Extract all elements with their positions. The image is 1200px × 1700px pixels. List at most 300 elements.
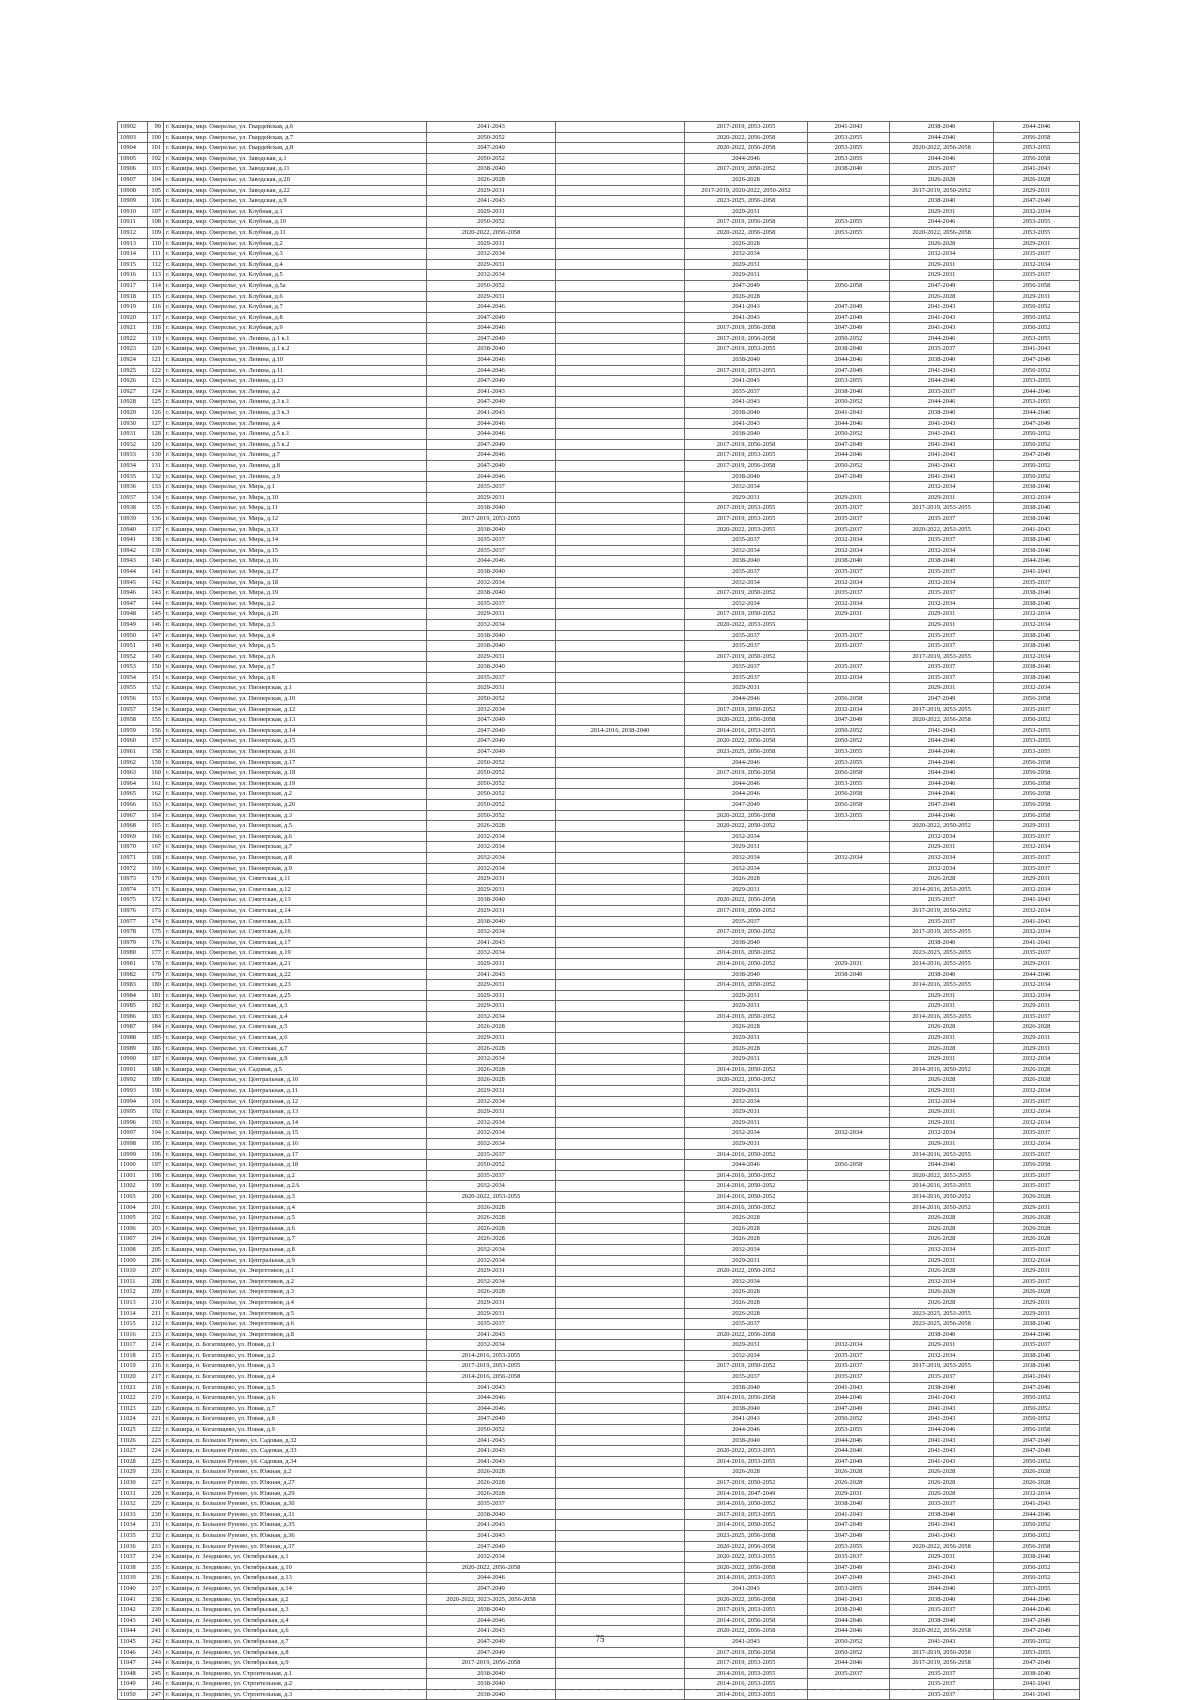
period-5-cell: 2044-2046 [890, 376, 994, 387]
address-cell: г. Кашира, п. Большое Руново, ул. Южная, д.2 [164, 1467, 427, 1478]
period-6-cell: 2041-2043 [994, 344, 1080, 355]
address-cell: г. Кашира, мкр. Ожерелье, ул. Ленина, д.1 к.2 [164, 344, 427, 355]
period-5-cell: 2041-2043 [890, 302, 994, 313]
address-cell: г. Кашира, мкр. Ожерелье, ул. Мира, д.19 [164, 588, 427, 599]
period-3-cell: 2023-2025, 2056-2058 [685, 747, 808, 758]
table-row [118, 1086, 1080, 1097]
table-row [118, 450, 1080, 461]
row-number-cell: 127 [148, 418, 164, 429]
row-id-cell: 11018 [118, 1350, 148, 1361]
row-number-cell: 219 [148, 1393, 164, 1404]
row-number-cell: 216 [148, 1361, 164, 1372]
row-number-cell: 167 [148, 842, 164, 853]
period-4-cell: 2038-2040 [808, 344, 890, 355]
period-2-cell [556, 1011, 685, 1022]
period-6-cell: 2056-2058 [994, 789, 1080, 800]
address-cell: г. Кашира, мкр. Ожерелье, ул. Пионерская, д.3 [164, 810, 427, 821]
period-4-cell: 2050-2052 [808, 397, 890, 408]
period-3-cell: 2029-2031 [685, 1054, 808, 1065]
row-id-cell: 10962 [118, 757, 148, 768]
period-4-cell: 2035-2037 [808, 1668, 890, 1679]
row-number-cell: 155 [148, 715, 164, 726]
row-id-cell: 11032 [118, 1499, 148, 1510]
period-1-cell: 2050-2052 [427, 768, 556, 779]
row-id-cell: 10958 [118, 715, 148, 726]
period-1-cell: 2050-2052 [427, 1425, 556, 1436]
table-row [118, 1382, 1080, 1393]
row-number-cell: 243 [148, 1647, 164, 1658]
period-6-cell: 2032-2034 [994, 980, 1080, 991]
period-2-cell [556, 1679, 685, 1690]
period-2-cell [556, 927, 685, 938]
period-3-cell: 2017-2019, 2053-2055 [685, 513, 808, 524]
row-id-cell: 10985 [118, 1001, 148, 1012]
address-cell: г. Кашира, п. Богатищево, ул. Новая, д.2 [164, 1350, 427, 1361]
period-1-cell: 2041-2043 [427, 386, 556, 397]
period-5-cell: 2041-2043 [890, 418, 994, 429]
row-number-cell: 186 [148, 1043, 164, 1054]
row-id-cell: 10924 [118, 355, 148, 366]
row-id-cell: 11046 [118, 1647, 148, 1658]
period-4-cell: 2044-2046 [808, 1615, 890, 1626]
address-cell: г. Кашира, п. Зендиково, ул. Октябрьская, д.3 [164, 1605, 427, 1616]
period-1-cell: 2038-2040 [427, 630, 556, 641]
table-body [118, 122, 1080, 1700]
row-id-cell: 10949 [118, 619, 148, 630]
table-row [118, 376, 1080, 387]
table-row [118, 122, 1080, 133]
period-4-cell [808, 937, 890, 948]
period-1-cell: 2044-2046 [427, 355, 556, 366]
period-6-cell: 2026-2028 [994, 1234, 1080, 1245]
table-row [118, 630, 1080, 641]
period-4-cell: 2050-2052 [808, 736, 890, 747]
period-4-cell: 2053-2055 [808, 376, 890, 387]
period-1-cell: 2032-2034 [427, 1011, 556, 1022]
row-number-cell: 124 [148, 386, 164, 397]
period-5-cell: 2035-2037 [890, 672, 994, 683]
row-number-cell: 242 [148, 1636, 164, 1647]
period-3-cell: 2038-2040 [685, 355, 808, 366]
row-id-cell: 11043 [118, 1615, 148, 1626]
address-cell: г. Кашира, мкр. Ожерелье, ул. Мира, д.13 [164, 524, 427, 535]
period-4-cell [808, 990, 890, 1001]
period-5-cell: 2032-2034 [890, 577, 994, 588]
period-6-cell: 2035-2037 [994, 1011, 1080, 1022]
period-4-cell: 2044-2046 [808, 1658, 890, 1669]
period-3-cell: 2038-2040 [685, 937, 808, 948]
row-id-cell: 11007 [118, 1234, 148, 1245]
period-6-cell: 2038-2040 [994, 672, 1080, 683]
row-id-cell: 11040 [118, 1583, 148, 1594]
period-2-cell [556, 1244, 685, 1255]
period-6-cell: 2050-2052 [994, 1403, 1080, 1414]
period-5-cell: 2041-2043 [890, 1435, 994, 1446]
period-4-cell: 2047-2049 [808, 323, 890, 334]
period-6-cell: 2050-2052 [994, 1530, 1080, 1541]
table-row [118, 1350, 1080, 1361]
period-1-cell: 2047-2049 [427, 736, 556, 747]
row-number-cell: 245 [148, 1668, 164, 1679]
period-4-cell: 2047-2049 [808, 302, 890, 313]
address-cell: г. Кашира, п. Зендиково, ул. Октябрьская, д.14 [164, 1583, 427, 1594]
period-1-cell: 2047-2049 [427, 1636, 556, 1647]
period-5-cell: 2035-2037 [890, 588, 994, 599]
period-5-cell: 2038-2040 [890, 969, 994, 980]
row-id-cell: 11023 [118, 1403, 148, 1414]
address-cell: г. Кашира, мкр. Ожерелье, ул. Мира, д.7 [164, 662, 427, 673]
row-id-cell: 10980 [118, 948, 148, 959]
row-number-cell: 161 [148, 778, 164, 789]
period-4-cell [808, 895, 890, 906]
address-cell: г. Кашира, мкр. Ожерелье, ул. Пионерская, д.16 [164, 747, 427, 758]
period-4-cell: 2038-2040 [808, 969, 890, 980]
table-row [118, 344, 1080, 355]
address-cell: г. Кашира, п. Зендиково, ул. Октябрьская, д.7 [164, 1636, 427, 1647]
period-4-cell: 2038-2040 [808, 386, 890, 397]
period-5-cell: 2029-2031 [890, 609, 994, 620]
period-3-cell: 2020-2022, 2056-2058 [685, 132, 808, 143]
period-1-cell: 2047-2049 [427, 312, 556, 323]
period-2-cell [556, 1414, 685, 1425]
row-number-cell: 201 [148, 1202, 164, 1213]
row-number-cell: 190 [148, 1086, 164, 1097]
row-id-cell: 10940 [118, 524, 148, 535]
table-row [118, 323, 1080, 334]
period-5-cell: 2026-2028 [890, 1234, 994, 1245]
row-id-cell: 11030 [118, 1478, 148, 1489]
table-row [118, 1244, 1080, 1255]
row-number-cell: 193 [148, 1117, 164, 1128]
period-1-cell: 2041-2043 [427, 408, 556, 419]
table-row [118, 1266, 1080, 1277]
period-5-cell: 2026-2028 [890, 1478, 994, 1489]
row-number-cell: 113 [148, 270, 164, 281]
period-4-cell [808, 1064, 890, 1075]
period-2-cell [556, 376, 685, 387]
row-id-cell: 10936 [118, 482, 148, 493]
address-cell: г. Кашира, п. Зендиково, ул. Октябрьская, д.2 [164, 1594, 427, 1605]
period-2-cell [556, 302, 685, 313]
period-5-cell: 2032-2034 [890, 249, 994, 260]
row-id-cell: 10957 [118, 704, 148, 715]
period-2-cell [556, 1520, 685, 1531]
address-cell: г. Кашира, мкр. Ожерелье, ул. Энергетиков, д.3 [164, 1287, 427, 1298]
period-4-cell: 2035-2037 [808, 588, 890, 599]
table-row [118, 1530, 1080, 1541]
period-5-cell: 2041-2043 [890, 1520, 994, 1531]
period-3-cell: 2035-2037 [685, 566, 808, 577]
row-number-cell: 183 [148, 1011, 164, 1022]
period-3-cell: 2029-2031 [685, 1340, 808, 1351]
table-row [118, 355, 1080, 366]
period-6-cell: 2056-2058 [994, 1160, 1080, 1171]
row-id-cell: 10933 [118, 450, 148, 461]
row-number-cell: 173 [148, 905, 164, 916]
period-2-cell [556, 1583, 685, 1594]
row-number-cell: 162 [148, 789, 164, 800]
period-1-cell: 2029-2031 [427, 492, 556, 503]
table-row [118, 736, 1080, 747]
table-row [118, 1509, 1080, 1520]
period-3-cell: 2038-2040 [685, 1403, 808, 1414]
period-6-cell: 2053-2055 [994, 1583, 1080, 1594]
row-id-cell: 10944 [118, 566, 148, 577]
period-3-cell: 2020-2022, 2050-2052 [685, 1266, 808, 1277]
period-1-cell: 2014-2016, 2056-2058 [427, 1372, 556, 1383]
row-number-cell: 214 [148, 1340, 164, 1351]
address-cell: г. Кашира, п. Зендиково, ул. Октябрьская, д.10 [164, 1562, 427, 1573]
period-2-cell [556, 1372, 685, 1383]
period-1-cell: 2029-2031 [427, 1086, 556, 1097]
address-cell: г. Кашира, п. Богатищево, ул. Новая, д.8 [164, 1414, 427, 1425]
address-cell: г. Кашира, мкр. Ожерелье, ул. Советская, д.5 [164, 1022, 427, 1033]
period-4-cell [808, 1011, 890, 1022]
row-number-cell: 198 [148, 1170, 164, 1181]
row-number-cell: 180 [148, 980, 164, 991]
period-4-cell [808, 249, 890, 260]
row-number-cell: 179 [148, 969, 164, 980]
period-4-cell: 2035-2037 [808, 1361, 890, 1372]
address-cell: г. Кашира, мкр. Ожерелье, ул. Центральная, д.12 [164, 1096, 427, 1107]
period-4-cell: 2053-2055 [808, 1425, 890, 1436]
period-2-cell [556, 386, 685, 397]
period-6-cell: 2041-2043 [994, 1372, 1080, 1383]
period-2-cell [556, 1340, 685, 1351]
address-cell: г. Кашира, п. Богатищево, ул. Новая, д.7 [164, 1403, 427, 1414]
period-6-cell: 2038-2040 [994, 513, 1080, 524]
period-3-cell: 2014-2016, 2047-2049 [685, 1488, 808, 1499]
row-number-cell: 232 [148, 1530, 164, 1541]
address-cell: г. Кашира, мкр. Ожерелье, ул. Советская, д.17 [164, 937, 427, 948]
row-number-cell: 233 [148, 1541, 164, 1552]
period-3-cell: 2020-2022, 2053-2055 [685, 1552, 808, 1563]
period-3-cell: 2038-2040 [685, 969, 808, 980]
period-3-cell: 2014-2016, 2053-2055 [685, 1679, 808, 1690]
period-4-cell: 2038-2040 [808, 1605, 890, 1616]
period-1-cell: 2041-2043 [427, 1435, 556, 1446]
period-3-cell: 2026-2028 [685, 1297, 808, 1308]
period-5-cell: 2035-2037 [890, 1679, 994, 1690]
row-number-cell: 175 [148, 927, 164, 938]
period-5-cell: 2029-2031 [890, 259, 994, 270]
period-3-cell: 2032-2034 [685, 482, 808, 493]
period-1-cell: 2038-2040 [427, 1689, 556, 1700]
period-3-cell: 2020-2022, 2056-2058 [685, 1594, 808, 1605]
table-row [118, 333, 1080, 344]
period-6-cell: 2038-2040 [994, 662, 1080, 673]
period-3-cell: 2026-2028 [685, 174, 808, 185]
row-id-cell: 10948 [118, 609, 148, 620]
period-1-cell: 2032-2034 [427, 842, 556, 853]
period-6-cell: 2056-2058 [994, 768, 1080, 779]
period-1-cell: 2050-2052 [427, 778, 556, 789]
table-row [118, 704, 1080, 715]
period-1-cell: 2029-2031 [427, 683, 556, 694]
row-id-cell: 10927 [118, 386, 148, 397]
row-id-cell: 10953 [118, 662, 148, 673]
period-4-cell [808, 1149, 890, 1160]
table-row [118, 905, 1080, 916]
period-5-cell: 2029-2031 [890, 1107, 994, 1118]
address-cell: г. Кашира, мкр. Ожерелье, ул. Пионерская, д.5 [164, 821, 427, 832]
address-cell: г. Кашира, мкр. Ожерелье, ул. Советская, д.14 [164, 905, 427, 916]
period-4-cell: 2047-2049 [808, 1530, 890, 1541]
period-4-cell: 2056-2058 [808, 789, 890, 800]
row-number-cell: 150 [148, 662, 164, 673]
row-number-cell: 231 [148, 1520, 164, 1531]
row-id-cell: 11035 [118, 1530, 148, 1541]
row-id-cell: 10988 [118, 1033, 148, 1044]
table-row [118, 895, 1080, 906]
row-number-cell: 172 [148, 895, 164, 906]
period-4-cell [808, 1255, 890, 1266]
address-cell: г. Кашира, мкр. Ожерелье, ул. Мира, д.4 [164, 630, 427, 641]
address-cell: г. Кашира, мкр. Ожерелье, ул. Пионерская, д.17 [164, 757, 427, 768]
address-cell: г. Кашира, мкр. Ожерелье, ул. Ленина, д.13 [164, 376, 427, 387]
period-6-cell: 2056-2058 [994, 1425, 1080, 1436]
period-6-cell: 2026-2028 [994, 1191, 1080, 1202]
period-2-cell [556, 1139, 685, 1150]
period-4-cell [808, 1223, 890, 1234]
row-id-cell: 11041 [118, 1594, 148, 1605]
period-5-cell: 2035-2037 [890, 344, 994, 355]
row-id-cell: 10991 [118, 1064, 148, 1075]
address-cell: г. Кашира, мкр. Ожерелье, ул. Пионерская, д.14 [164, 725, 427, 736]
period-3-cell: 2029-2031 [685, 884, 808, 895]
period-1-cell: 2032-2034 [427, 1096, 556, 1107]
row-id-cell: 10906 [118, 164, 148, 175]
period-6-cell: 2032-2034 [994, 651, 1080, 662]
period-5-cell: 2026-2028 [890, 1075, 994, 1086]
table-row [118, 1425, 1080, 1436]
period-5-cell: 2044-2046 [890, 747, 994, 758]
period-6-cell: 2032-2034 [994, 1488, 1080, 1499]
period-1-cell: 2050-2052 [427, 217, 556, 228]
period-5-cell: 2035-2037 [890, 1372, 994, 1383]
period-1-cell: 2026-2028 [427, 1075, 556, 1086]
period-5-cell: 2047-2049 [890, 280, 994, 291]
period-2-cell [556, 164, 685, 175]
address-cell: г. Кашира, мкр. Ожерелье, ул. Советская, д.22 [164, 969, 427, 980]
period-3-cell: 2035-2037 [685, 672, 808, 683]
row-id-cell: 10997 [118, 1128, 148, 1139]
period-2-cell [556, 492, 685, 503]
period-4-cell: 2041-2043 [808, 408, 890, 419]
period-1-cell: 2029-2031 [427, 990, 556, 1001]
period-5-cell: 2038-2040 [890, 196, 994, 207]
period-2-cell [556, 1160, 685, 1171]
period-6-cell: 2050-2052 [994, 323, 1080, 334]
period-3-cell: 2032-2034 [685, 863, 808, 874]
table-row [118, 174, 1080, 185]
row-number-cell: 145 [148, 609, 164, 620]
period-3-cell: 2029-2031 [685, 1033, 808, 1044]
period-5-cell: 2017-2019, 2053-2055 [890, 503, 994, 514]
row-id-cell: 10952 [118, 651, 148, 662]
period-2-cell [556, 1043, 685, 1054]
period-4-cell [808, 619, 890, 630]
row-number-cell: 141 [148, 566, 164, 577]
period-3-cell: 2044-2046 [685, 694, 808, 705]
row-number-cell: 158 [148, 747, 164, 758]
period-6-cell: 2038-2040 [994, 1319, 1080, 1330]
table-row [118, 1562, 1080, 1573]
row-id-cell: 10905 [118, 153, 148, 164]
table-row [118, 1075, 1080, 1086]
period-1-cell: 2032-2034 [427, 1244, 556, 1255]
row-number-cell: 123 [148, 376, 164, 387]
period-4-cell [808, 1086, 890, 1097]
table-row [118, 386, 1080, 397]
period-4-cell [808, 1213, 890, 1224]
address-cell: г. Кашира, мкр. Ожерелье, ул. Клубная, д.6 [164, 291, 427, 302]
period-1-cell: 2032-2034 [427, 1117, 556, 1128]
period-5-cell: 2035-2037 [890, 535, 994, 546]
period-3-cell: 2014-2016, 2050-2052 [685, 1149, 808, 1160]
period-2-cell [556, 1107, 685, 1118]
row-id-cell: 10965 [118, 789, 148, 800]
period-6-cell: 2050-2052 [994, 1573, 1080, 1584]
table-row [118, 1456, 1080, 1467]
period-1-cell: 2041-2043 [427, 196, 556, 207]
period-2-cell [556, 1255, 685, 1266]
period-6-cell: 2053-2055 [994, 333, 1080, 344]
period-3-cell: 2032-2034 [685, 249, 808, 260]
period-6-cell: 2029-2031 [994, 1202, 1080, 1213]
period-6-cell: 2038-2040 [994, 535, 1080, 546]
table-row [118, 545, 1080, 556]
period-1-cell: 2038-2040 [427, 662, 556, 673]
period-2-cell [556, 842, 685, 853]
period-3-cell: 2044-2046 [685, 1160, 808, 1171]
row-number-cell: 213 [148, 1329, 164, 1340]
row-id-cell: 10926 [118, 376, 148, 387]
period-4-cell [808, 1075, 890, 1086]
period-4-cell [808, 1266, 890, 1277]
address-cell: г. Кашира, мкр. Ожерелье, ул. Энергетиков, д.8 [164, 1329, 427, 1340]
period-6-cell: 2029-2031 [994, 874, 1080, 885]
period-2-cell [556, 1117, 685, 1128]
row-number-cell: 166 [148, 831, 164, 842]
row-number-cell: 182 [148, 1001, 164, 1012]
table-row [118, 513, 1080, 524]
address-cell: г. Кашира, мкр. Ожерелье, ул. Мира, д.8 [164, 672, 427, 683]
address-cell: г. Кашира, мкр. Ожерелье, ул. Ленина, д.9 [164, 471, 427, 482]
period-3-cell: 2032-2034 [685, 577, 808, 588]
period-4-cell: 2029-2031 [808, 958, 890, 969]
table-row [118, 1658, 1080, 1669]
address-cell: г. Кашира, мкр. Ожерелье, ул. Центральная, д.14 [164, 1117, 427, 1128]
period-4-cell [808, 1022, 890, 1033]
period-1-cell: 2044-2046 [427, 429, 556, 440]
period-2-cell [556, 1096, 685, 1107]
period-2-cell [556, 1435, 685, 1446]
period-1-cell: 2044-2046 [427, 323, 556, 334]
period-5-cell: 2038-2040 [890, 1509, 994, 1520]
period-4-cell: 2032-2034 [808, 598, 890, 609]
period-6-cell: 2047-2049 [994, 355, 1080, 366]
period-1-cell: 2038-2040 [427, 916, 556, 927]
period-4-cell: 2053-2055 [808, 227, 890, 238]
row-number-cell: 207 [148, 1266, 164, 1277]
period-4-cell: 2026-2028 [808, 1467, 890, 1478]
period-5-cell: 2020-2022, 2053-2055 [890, 524, 994, 535]
period-3-cell: 2017-2019, 2050-2052 [685, 704, 808, 715]
period-6-cell: 2032-2034 [994, 905, 1080, 916]
period-3-cell: 2029-2031 [685, 1107, 808, 1118]
row-number-cell: 120 [148, 344, 164, 355]
